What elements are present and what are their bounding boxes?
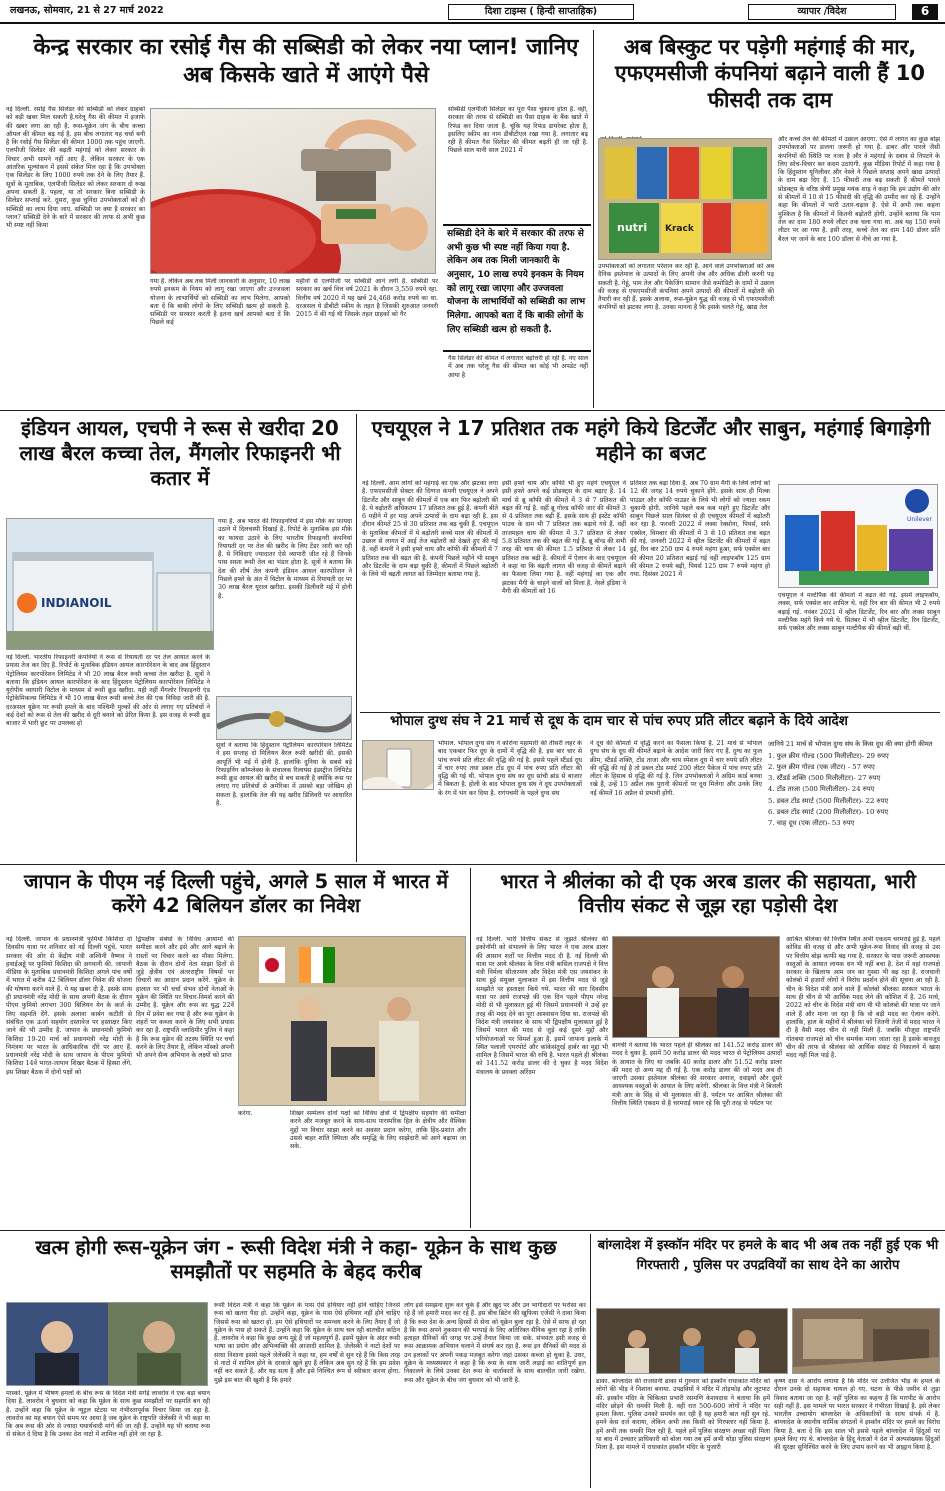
- s9-body-col2: कृष्ण दास ने आरोप लगाया है कि मंदिर पर उत्तेजित भीड़ के हमले के दौरान उनके दो सहायक घायल हो गए. घटना के पीछे जमीन से जुड़ा विवाद बताया जा रहा है. वहीं पुलिस का कहना है कि मारपीट के आरोप सही नहीं है. इस मामले पर भारत सरकार ने गंभीरता दिखाई है. इसे लेकर भारतीय उच्चायोग बांग्लादेश के अधिकारियों के साथ संपर्क में है. बांग्लादेश के स्थानीय धार्मिक संगठनों ने इस्कॉन मंदिर पर हमले का विरोध किया है. बता दें कि इस साल भी इससे पहले बांग्लादेश में हिंदुओं पर हमले किए गए थे. बांग्लादेश के हिंदू नेताओं ने देश में अल्पसंख्यक हिंदुओं की सुरक्षा सुनिश्चित करने के लिए उपाय करने का भी आह्वान किया है.: [774, 1378, 940, 1452]
- s9-body-col1: ढाका. बांग्लादेश की राजधानी ढाका में गुरुवार को इस्कॉन राधाकांत मंदिर को लोगों की भीड़ ने निशाना बनाया. उपद्रवियों ने मंदिर में तोड़फोड़ और लूटपाट की. इस्कॉन मंदिर के चिकित्सा प्रभारी रसमणि केशवदास ने बताया कि हमें मंदिर छोड़ने की धमकी मिली है. वहीं रात 500-600 लोगों ने मंदिर पर हमला किया. पुलिस उनको समर्थन कर रही है यह हमारी बात नहीं सुन रहे. हमने केस दर्ज कराया, लेकिन अभी तक किसी को गिरफ्तार नहीं किया है. हमें अभी तक धमकी मिल रही है. पहले हमें पुलिस संरक्षण अच्छा नहीं मिला था बाद में उच्चतर प्राधिकारी को बोला गया तब हमें अभी थोड़ा पुलिस संरक्षण मिला है. इस मामले में राधाकांत इस्कॉन मंदिर के पुजारी: [596, 1378, 770, 1452]
- s6-body-col1: नई दिल्ली. जापान के प्रधानमंत्री फुमियो किशिदा दो दिवसीय यात्रा पर शनिवार को नई दिल्ली पहुंचे. भारत सरकार की ओर से केंद्रीय मंत्री अश्विनी वैष्णव ने हवाईअड्डे पर फुमियो किशिदा की अगवानी की. जापानी मीडिया के मुताबिक प्रधानमंत्री किशिदा अगले पांच वर्षों में भारत में करीब 42 बिलियन डॉलर निवेश की योजना की घोषणा करने वाले हैं. ये यह खबर दी है. इसके साथ ही प्रधानमंत्री नरेंद्र मोदी के साथ अपनी बैठक के दौरान पीएम फुमियो लगभग 300 बिलियन येन के कर्ज के लिए सहमति देंगे. इसके अलावा कार्बन कटौती से संबंधित एक ऊर्जा सहयोग दस्तावेज पर हस्ताक्षर किए जाने की भी उम्मीद है. जापान के प्रधानमंत्री फुमियो किशिदा 19-20 मार्च को प्रधानमंत्री नरेंद्र मोदी के निमंत्रण पर भारत के आधिकारिक दौरे पर आए हैं. प्रधानमंत्री नरेंद्र मोदी के साथ जापान के पीएम फुमियो किशिदा 14वें भारत-जापान शिखर बैठक में हिस्सा लेंगे. इस शिखर बैठक में दोनों पक्षों को: [6, 936, 132, 1076]
- page-number: 6: [912, 4, 938, 20]
- s4-body-col3: प्रतिशत तक बढ़ा दिया है. अब 70 ग्राम मैगी के लिये लोगों को 12 की जगह 14 रुपये चुकाने होंगे. इसके साथ ही मिल्क पाउडर और कॉफी पाउडर के लिये भी लोगों को ज्यादा रकम चुकानी होगी. जानिये पहले कब कब महंगे हुए डिटर्जेंट और साबुन पिछले साल सितंबर से ही एचयूएल कीमतों में बढ़ोतरी कर रहा है. फरवरी 2022 में लक्स रेक्सोना, पियर्स, सर्फ एक्सेल, विमबार की कीमतों में 3 से 10 प्रतिशत तक बढ़त की गई. जनवरी 2022 में व्हील डिटर्जेंट की कीमतों में बढ़त हुई, रिन बार 250 ग्राम 4 रुपये महंगा हुआ, सर्फ एक्सेल बार की कीमत 20 प्रतिशत बढ़ाई गई वहीं लाइफबॉय 125 ग्राम की कीमत 2 रुपये बढ़ी, पियर्स 125 ग्राम 7 रुपये महंगा हो गया. दिसंबर 2021 में: [630, 480, 770, 579]
- s7-photo-meeting: [612, 936, 780, 1038]
- s8-headline: खत्म होगी रूस-यूक्रेन जंग - रूसी विदेश मंत्री ने कहा- यूक्रेन के साथ कुछ समझौतों पर सहमति के बेहद करीब: [35, 1236, 557, 1284]
- s9-headline: बांग्लादेश में इस्कॉन मंदिर पर हमले के बाद भी अब तक नहीं हुई एक भी गिरफ्तारी , पुलिस पर उपद्रवियों का साथ देने का आरोप: [597, 1238, 939, 1273]
- leaders-illustration: [7, 1303, 208, 1386]
- s1-body-col4: सब्सिडी एलपीजी सिलेंडर का पूरा पैसा चुकाना होता है. वहीं, सरकार की तरफ से सब्सिडी का पैसा ग्राहक के बैंक खाते में रिफंड कर दिया जाता है. चूंकि यह रिफंड डायरेक्ट होता है, इसलिए स्कीम का नाम डीबीटीएल रखा गया है. लगातार बढ़ रही है कीमत गैस सिलेंडर की कीमत बढ़ती ही जा रही है. पिछले साल यानी साल 2021 में: [448, 106, 588, 155]
- damaged-room-illustration: [793, 1309, 940, 1374]
- indianoil-tank-label: INDIANOIL: [41, 596, 112, 610]
- gas-cylinder-illustration: [151, 109, 436, 274]
- s7-body-col2: बागची ने बताया कि भारत पहले ही श्रीलंका को 141.52 करोड़ डालर की मदद दे चुका है. इसमें 50 करोड़ डालर की मदद भारत से पेट्रोलियम उत्पादों के आयात के लिए था जबकि 40 करोड़ डालर और 51.52 करोड़ डालर की मदद दो अन्य मद्द दी गई है. एक करोड़ डालर की जो मदद अब दी जाएगी उसका इस्तेमाल श्रीलंका की सरकार अनाज, दवाइयों और दूसरे आवश्यक वस्तुओं के आयात के लिए करेगी. श्रीलंका के वित्त मंत्री ने बिजली मंत्री आर के सिंह से भी मुलाकात की है. पर्यटन पर आश्रित श्रीलंका की वित्तीय स्थिति एकदम से है चरमराई ध्यान रहे कि पूरी तरह से पर्यटन पर: [612, 1042, 782, 1108]
- divider: [0, 410, 945, 411]
- price-item: 6. डबल टोंड स्मार्ट (200 मिलीलीटर)- 10 रुपए: [768, 807, 889, 816]
- s4-photo-detergents: [778, 484, 938, 588]
- s1-body-col2: गया है. लेकिन अब तक मिली जानकारी के अनुसार, 10 लाख रुपये इनकम के नियम को लागू रखा जाएगा और उज्जवला योजना के लाभार्थियों को सब्सिडी का लाभ मिलेगा. आपको बता दें कि बाकी लोगों के लिए सब्सिडी खत्म हो सकती है. सब्सिडी पर सरकार करती है इतना खर्च आपको बता दें कि पिछले कई: [150, 278, 290, 327]
- divider: [356, 414, 357, 862]
- divider: [0, 864, 945, 865]
- price-item: 3. स्टैंडर्ड शक्ति (500 मिलीलीटर)- 27 रुपए: [768, 774, 881, 783]
- s8-body-col1: मास्को. यूक्रेन में भीषण हमलों के बीच रूस के विदेश मंत्री सर्गेई लावरोव ने एक बड़ा बयान दिया है. लावरोव ने बुधवार को कहा कि यूक्रेन के साथ कुछ समझौतों पर सहमति बन रही है. उन्होंने कहा कि यूक्रेन के न्यूट्रल स्टेटस पर गंभीरतापूर्वक विचार किया जा रहा है. लावरोव का यह बयान ऐसे समय पर आया है जब यूक्रेन के राष्ट्रपति जेलेंस्की ने भी कहा था कि अब रूस की ओर से ज्यादा यथार्थवादी मांगें की जा रही हैं. उन्होंने यह भी बताया रूस से संकेत दे दिया है कि उनका देश नाटो में शामिल नहीं होने जा रहा है.: [6, 1390, 210, 1439]
- svg-text:Krack: Krack: [665, 224, 694, 234]
- s2-body-col-b: और कच्चे तेल की कीमतों में उछाल आएगा. ऐसे में लागत का कुछ बोझ उपभोक्ताओं पर डालना जरूरी हो गया है. डाबर और पारले जैसी कंपनियों की स्थिति पर नजर है और वे महंगाई के दबाव से निपटने के लिए सोच-विचार कर कदम उठाएंगी. कुछ मीडिया रिपोर्ट में कहा गया है कि हिंदुस्तान यूनिलीवर और नेस्ले ने पिछले सप्ताह अपने खाद्य उत्पादों के दाम बढ़ा दिए हैं. 15 फीसदी तक बढ़ सकती हैं कीमतें पारले प्रोडक्ट्स के वरिष्ठ श्रेणी प्रमुख मयंक शाह ने कहा कि हम उद्योग की ओर से कीमतों में 10 से 15 फीसदी की वृद्धि की उम्मीद कर रहे हैं. उन्होंने कहा कि कीमतों में भारी उतार-चढ़ाव है. ऐसे में अभी तक कहना मुश्किल है कि कीमतों में कितनी बढ़ोतरी होगी. उन्होंने बताया कि पाम तेल का दाम 180 रुपये लीटर तक चला गया था. अब यह 150 रुपये लीटर पर आ गया है. इसी तरह, कच्चे तेल का दाम 140 डॉलर प्रति बैरल पर जाने के बाद 100 डॉलर से नीचे आ गया है.: [778, 136, 940, 243]
- svg-text:nutri: nutri: [617, 221, 648, 234]
- newspaper-name: दिशा टाइम्स ( हिन्दी साप्ताहिक): [448, 4, 634, 20]
- s5-headline: भोपाल दुग्ध संघ ने 21 मार्च से दूध के दाम चार से पांच रुपए प्रति लीटर बढ़ाने के दिये आदेश: [360, 712, 940, 736]
- s3-headline: इंडियन आयल, एचपी ने रूस से खरीदा 20 लाख बैरल कच्चा तेल, मैंगलोर रिफाइनरी भी कतार में: [19, 416, 341, 490]
- temple-illustration: [597, 1309, 788, 1374]
- s2-headline: अब बिस्कुट पर पड़ेगी महंगाई की मार, एफएमसीजी कंपनियां बढ़ाने वाली हैं 10 फीसदी तक दाम: [614, 35, 926, 112]
- s8-body-col3: लोग इसे समझना शुरू कर चुके हैं और खुद पर और उन भागीदारों पर भरोसा कर रहे हैं जो हमारी मदद कर रहे हैं. इस बीच ब्रिटेन की खुफिया एजेंसी ने दावा किया है कि रूस देश के अन्य हिस्सों से सेना को यूक्रेन बुला रहा है. ऐसे में साफ हो रहा है कि रूस अपने नुकसान की भरपाई के लिए अतिरिक्त सैनिक बुला रहा है ताकि हताहत सैनिकों की जगह पर उन्हें तैनात किया जा सके. संभवतः इसी वजह से रूस आक्रामक अभियान चलाने में संघर्ष कर रहा है. रूस इन सैनिकों की मदद से उन इलाकों पर अपनी पकड़ मजबूत करेगा जहां उसका कब्जा हो चुका है. उधर, यूक्रेन के मध्यस्थकार ने कहा है कि रूस के साथ जारी लड़ाई का शांतिपूर्ण हल निकालने के लिये उनका देश रूस के वार्ताकारों के साथ बातचीत जारी रखेगा. रूस और यूक्रेन के बीच जंग बुधवार को भी जारी है.: [404, 1302, 586, 1384]
- unilever-logo-text: Unilever: [907, 516, 932, 523]
- s5-body-col2: ने दूध की कीमतों में वृद्धि करने का फैसला किया है. 21 मार्च से भोपाल दुग्ध संघ के दूध की कीमतें बढ़ाने के आदेश जारी किए गए हैं. दुग्ध का फुल क्रीम, स्टैंडर्ड शक्ति, टोंड ताजा और चाय स्पेशल दूध में चार रुपये प्रति लीटर की वृद्धि की गई है तो डबल टोंड स्मार्ट 200 लीटर पैकेज में पांच रुपए प्रति लीटर के हिसाब से वृद्धि की गई है. जिन उपभोक्ताओं ने अग्रिम कार्ड बनवा रखे हैं, उन्हें 15 अप्रैल तक पुरानी कीमतों पर दूध मिलेगा और उनके लिए नई कीमतें 16 अप्रैल से प्रभावी होंगी.: [590, 740, 762, 797]
- s3-body-side: गया है. अब भारत की रिफाइनरियों में इस मौके का फायदा उठाने में दिलचस्पी दिखाई है. रिपोर्ट के मुताबिक इस मौके का फायदा उठाने के लिए भारतीय रिफाइनरी कंपनियां रियायती दर पर तेल की खरीद के लिए टेंडर जारी कर रही हैं. ये निविदाएं ज्यादातर ऐसे व्यापारी जीत रहे हैं जिनके पास सस्ता रूसी तेल का भंडार होता है. सूत्रों ने बताया कि देश की शीर्ष तेल कंपनी इंडियन आयल कारपोरेशन ने पिछले हफ्ते के अंत में विटोल के माध्यम से रियायती दर पर 30 लाख बैरल यूराल खरीदा. इसकी डिलीवरी मई में होनी है.: [218, 518, 352, 600]
- s5-body-col1: भोपाल. भोपाल दुग्ध संघ ने कोरोना महामारी की तीसरी लहर के बाद एकबार फिर दूध के दामों में वृद्धि की है. इस बार चार से पांच रुपये प्रति लीटर की वृद्धि की गई है. इससे पहले स्टैंडर्ड दूध में चार रुपए तथा डबल टोंड दूध में पांच रुपए प्रति लीटर की वृद्धि की गई थी. भोपाल दुग्ध संघ का दूध सांची ब्रांड से बाजार में बिकता है. होली के बाद भोपाल दुग्ध संघ ने दूध उपभोक्ताओं के रंग में भंग कर दिया है. रागंपचमी के पहले दुग्ध संघ: [438, 740, 582, 797]
- s6-headline: जापान के पीएम नई दिल्ली पहुंचे, अगले 5 साल में भारत में करेंगे 42 बिलियन डॉलर का निवेश: [23, 870, 449, 918]
- s1-headline: केन्द्र सरकार का रसोई गैस की सब्सिडी को लेकर नया प्लान! जानिए अब किसके खाते में आएंगे पैसे: [33, 35, 579, 88]
- s4-body-col2: इसी हफ्ते चाय और कॉफी भी हुए महंगे एचयूएल ने इसी हफ्ते अपने कई प्रोडक्ट्स के दाम बढ़ाए हैं. 14 मार्च से ब्रू कॉफी की कीमतें में 3 से 7 प्रतिशत की बढ़त की गई है. वहीं ब्रू गोल्ड कॉफी जार की कीमतें 3 से 4 प्रतिशत तक बढ़ी हैं. इसके साथ ही इंस्टेंट कॉफी पाउच के दाम भी 7 प्रतिशत तक बढ़ाये गये हैं. वहीं ताजमहल चाय की कीमत में 3.7 प्रतिशत से लेकर 5.8 प्रतिशत तक की बढ़त की गई है. ब्रू बॉन्ड की सभी तरह की चाय की कीमत 1.5 प्रतिशत से लेकर 14 प्रतिशत तक बढ़ी है. कीमतों में ऐलान के बाद एचयूएल ने कहा था कि बढ़ती लागत की वजह से कीमतें बढ़ाने का फैसला लिया गया है. वहीं महंगाई का एक और झटका मैगी के चाहने वालों को मिला है. नेस्ले इंडिया ने मैगी की कीमतों को 16: [502, 480, 626, 595]
- divider: [0, 1230, 945, 1231]
- s5-price-intro: जानिये 21 मार्च से भोपाल दुग्ध संघ के किस दूध की क्या होगी कीमत: [768, 740, 933, 748]
- s2-body-col-a: उपभोक्ताओं को लगातार परेशान कर रही है. आने वाले उपभोक्ताओं को अब दैनिक इस्तेमाल के उत्पादों के लिए अपनी जेब और अधिक ढीली करनी पड़ सकती है. गेहूं, पाम तेल और पैकेजिंग सामान जैसे कमोडिटी के दामों में उछाल की वजह से एफएमसीजी कंपनियां अपने उत्पादों की कीमतों में बढ़ोतरी की तैयारी कर रही हैं. इसके अलावा, रूस-यूक्रेन युद्ध की वजह से भी एफएमसीजी कंपनियों को झटका लगा है. उनका मानना है कि इसके चलते गेहूं, खाद्य तेल: [598, 263, 774, 312]
- s5-price-list: [768, 740, 940, 860]
- divider: [590, 1234, 591, 1488]
- pm-meeting-illustration: [239, 937, 466, 1106]
- s6-photo-pm-meeting: [238, 936, 466, 1106]
- price-item: 5. डबल टोंड स्मार्ट (500 मिलीलीटर)- 22 रुपए: [768, 796, 889, 805]
- s1-callout: सब्सिडी देने के बारे में सरकार की तरफ से अभी कुछ भी स्पष्ट नहीं किया गया है. लेकिन अब तक मिली जानकारी के अनुसार, 10 लाख रुपये इनकम के नियम को लागू रखा जाएगा और उज्जवला योजना के लाभार्थियों को सब्सिडी का लाभ मिलेगा. आपको बता दें कि बाकी लोगों के लिए सब्सिडी खत्म हो सकती है.: [443, 224, 591, 352]
- s7-body-col1: नई दिल्ली. भारी वित्तीय संकट से जूझते श्रीलंका की इकोनॉमी को संभालने के लिए भारत ने एक अरब डालर की आसान शर्तों पर वित्तीय मदद दी है. नई दिल्ली की यात्रा पर आये श्रीलंका के वित्त मंत्री बासिल राजपक्षे ने वित्त मंत्री निर्मला सीतारमण और विदेश मंत्री एस जयशंकर के साथ हुई संयुक्त मुलाकात में इस वित्तीय मदद से जुड़े समझौते पर हस्ताक्षर किये गये. भारत की चार दिवसीय यात्रा पर आये राजपक्षे की एक दिन पहले पीएम नरेन्द्र मोदी से भी मुलाकात हुई थी जिसमें प्रधानमंत्री ने उन्हें हर तरह की मदद देने का पूरा आश्वासन दिया था. राजपक्षे की विदेश मंत्री जयशंकर के साथ भी द्विपक्षीय मुलाकात हुई है जिसमें भारत की मदद से जुड़े कई दूसरे मुद्दों और परियोजनाओं पर विमर्श हुआ है. इसमें जाफना इलाके में स्थित पलाली एयरपोर्ट और कांकेसंतुरई हार्बर का मुद्दा भी शामिल है जिसमें भारत की रुचि है. भारत पहले ही श्रीलंका को 141.52 करोड़ डालर की दे चुका है मदद विदेश मंत्रालय के प्रवक्ता अरिंदम: [476, 936, 608, 1076]
- s5-photo-milk: [362, 740, 434, 790]
- s1-photo-gas-cylinder: [150, 108, 436, 274]
- srilanka-meeting-illustration: [613, 937, 780, 1038]
- s3-photo-oil-tanks: [6, 518, 214, 650]
- milk-glass-illustration: [363, 741, 434, 790]
- page-header: [0, 0, 945, 24]
- biscuit-packs-illustration: [599, 139, 772, 260]
- s7-body-col3: आश्रित श्रीलंका की वित्तीय स्थित अभी एकदम चरमराई हुई है. पहले कोविड की वजह से और अभी यूक्रेन-रूस विवाद की वजह से उस पर वित्तीय बोझ काफी बढ़ गया है. सरकार के पास जरूरी आवश्यक वस्तुओं के आयात लायक धन भी नहीं बचा है. देश में वहां राजपक्षे सरकार के खिलाफ आम जन का गुस्सा भी बढ़ रहा है. राजधानी कोलंबो में हजारों लोगों ने विरोध प्रदर्शन होने की सूचना आ रही है. चीन के विदेश मंत्री आने वाले हैं कोलंबो श्रीलंका सरकार भारत के साथ ही चीन से भी आर्थिक मदद लेने की कोशिश में है. 26 मार्च, 2022 को चीन के विदेश मंत्री वांग यी भी कोलंबो की यात्रा पर जाने वाले हैं और माना जा रहा है कि वो बड़ी मदद का ऐलान करेंगे. हालांकि, हाल के महीनों में श्रीलंका को जितनी तेजी से मदद भारत ने दी है वैसी मदद चीन से नहीं मिली है. जबकि मौजूदा राष्ट्रपति गोतबया राजपक्षे को चीन समर्थक माना जाता रहा है इसके बावजूद चीन की तरफ से श्रीलंका को आर्थिक संकट से निकालने में खास मदद नहीं मिल पाई है.: [786, 936, 940, 1060]
- s9-photo-damage: [792, 1308, 940, 1374]
- s2-photo-biscuits: [598, 138, 772, 260]
- issue-date: लखनऊ, सोमवार, 21 से 27 मार्च 2022: [10, 5, 164, 16]
- divider: [593, 30, 594, 408]
- s9-photo-temple: [596, 1308, 788, 1374]
- s1-body-col4b: गैस सिलेंडर की कीमत में लगातार बढ़ोत्तरी हो रही है. नए साल में अब तक घरेलू गैस की कीमत का कोई भी अपडेट नहीं आया है: [448, 355, 588, 379]
- s6-body-col2: द्विपक्षीय संबंधों के विविध आयामों की समीक्षा करने और इसे और आगे बढ़ाने के रास्तों पर विचार करने का मौका मिलेगा. बैठक के दौरान दोनों नेता साझा हितों से जुड़े क्षेत्रीय एवं अंतरराष्ट्रीय विषयों पर विचारों का आदान प्रदान करेंगे. यूक्रेन के हालात पर भी चर्चा संभव दोनों नेताओं के यूक्रेन की स्थिति पर विचार-विमर्श करने की उम्मीद है. यूक्रेन और रूस का युद्ध 22वें दिन में प्रवेश कर गया है और रूस यूक्रेन के शहरों पर कब्जा करने के लिए सभी प्रयास कर रहा है. राष्ट्रपति व्लादिमीर पुतिन ने कहा है कि रूस यूक्रेन की तटस्थ स्थिति पर चर्चा करने के लिए तैयार है, लेकिन मॉस्को अपनी भी अपने सैन्य अभियान के लक्ष्यों को प्राप्त: [136, 936, 234, 1060]
- s4-body-col4: एचयूएल ने मल्टीपैक की कीमतों में बढ़त की गई. इसमें लाइफबॉय, लक्स, सर्फ एक्सेल बार शामिल थे. वहीं रिन बार की कीमत भी 2 रुपये बढ़ाई गई. नवंबर 2021 में व्हील डिटर्जेंट, रिन बार और लक्स साबुन मल्टीपैक महंगे किये गये थे. सितंबर में भी व्हील डिटर्जेंट, रिन डिटर्जेंट, सर्फ एक्सेल और लक्स साबुन मल्टीपैक की कीमतें बढ़ी थीं.: [778, 592, 940, 633]
- divider: [470, 868, 471, 1228]
- s1-body-col1: नई दिल्ली. रसोई गैस सिलेंडर की सब्सिडी को लेकर ग्राहकों को बड़ी खबर मिल सकती है.घरेलू गैस की कीमत में इजाफे की खबर लगा आ रही है. रूस-यूक्रेन जंग के बीच कच्चा ऑयल की कीमत बढ़ गई है. इस बीच लगातार यह चर्चा बनी है कि रसोई गैस सिलेंडर की कीमत 1000 तक पहुंच जाएगी. एलपीजी सिलेंडर की बढ़ती महंगाई को लेकर सरकार के विचार अभी सामने नहीं आए हैं. लेकिन सरकार के एक आंतरिक मूल्यांकन में इससे संकेत मिल रहा है कि उपभोक्ता एक सिलेंडर के लिए 1000 रुपये तक देने के लिए तैयार हैं. सूत्रों के मुताबिक, एलपीजी सिलेंडर को लेकर सरकार दो रूख अपना सकती है. पहला, या तो सरकार बिना सब्सिडी के सिलेंडर सप्लाई करे. दूसरा, कुछ चुनिंदा उपभोक्ताओं को ही सब्सिडी का लाभ दिया जाए. सब्सिडी पर क्या है सरकार का प्लान? सब्सिडी देने के बारे में सरकार की तरफ से अभी कुछ भी स्पष्ट नहीं किया: [6, 106, 145, 230]
- s8-photo-leaders: [6, 1302, 208, 1386]
- section-name: व्यापार /विदेश: [748, 4, 896, 20]
- s3-body-col1: नई दिल्ली. भारतीय रिफाइनरी कंपनियों ने रूस से रियायती दर पर तेल आयात करने के प्रयास तेज कर दिए हैं. रिपोर्ट के मुताबिक इंडियन आयल कारपोरेशन के बाद अब हिंदुस्तान पेट्रोलियम कारपोरेशन लिमिटेड ने भी 20 लाख बैरल रूसी कच्चा तेल खरीदा है. सूत्रों ने बताया कि इंडियन आयल कारपोरेशन के बाद हिंदुस्तान पेट्रोलियम कारपोरेशन लिमिटेड ने यूरोपीय व्यापारी विटोल के माध्यम से रूसी क्रूड खरीदा. यही नहीं मैंगलोर रिफाइनरी एंड पेट्रोकेमिकल्स लिमिटेड ने भी 10 लाख बैरल रूसी कच्चे तेल की एक निविदा जारी की है. दरअसल यूक्रेन पर रूसी हमले के बाद पश्चिमी मुल्कों की ओर से लगाए गए प्रतिबंधों ने कई देशों को रूस से तेल की खरीद से दूरी बनाने को प्रेरित किया है. इस वजह से रूसी क्रूड बाजार में भारी छूट पर उपलब्ध हो: [6, 654, 210, 728]
- detergent-packs-illustration: [779, 485, 938, 588]
- s4-headline: एचयूएल ने 17 प्रतिशत तक महंगे किये डिटर्जेंट और साबुन, महंगाई बिगाड़ेगी महीने का बजट: [371, 416, 931, 465]
- s8-body-col2: रूसी विदेश मंत्री ने कहा कि यूक्रेन के पास ऐसे हथियार नहीं होने चाहिए जिनसे रूस को खतरा पैदा हो. उन्होंने कहा, यूक्रेन के पास ऐसे हथियार नहीं होने चाहिए जिससे रूस को खतरा हो. हम ऐसे हथियारों पर समन्वय करने के लिए तैयार हैं जो यूक्रेन के पास हो सकते हैं. उन्होंने कहा कि यूक्रेन के साथ चल रही बातचीत कठिन है. लावरोव ने कहा कि कुछ अन्य मुद्दे हैं जो महत्वपूर्ण हैं. इसमें यूक्रेन के अंदर रूसी भाषा का प्रयोग और अभिव्यक्ति की आजादी शामिल है. जेलेंस्की ने नाटो देशों पर साधा निशाना इससे पहले जेलेंस्की ने कहा था, हम वर्षों से सुन रहे हैं कि किस तरह से नाटो में शामिल होने के दरवाजे खुले हुए हैं लेकिन अब सुन रहे हैं कि हम प्रवेश नहीं कर सकते हैं. और यह सत्य है और इसे निश्चित रूप से स्वीकार करना होगा. मुझे इस बात की खुशी है कि हमारे: [214, 1302, 400, 1384]
- oil-tank-illustration: [7, 519, 214, 650]
- price-item: 4. टोंड ताजा (500 मिलीलीटर)- 24 रुपए: [768, 785, 875, 794]
- s3-body-col2: सूत्रों ने बताया कि हिंदुस्तान पेट्रोलियम कारपोरेशन लिमिटेड ने इस सप्ताह दो मिलियन बैरल रूसी खरीदी की. इसकी आपूर्ति भी मई में होनी है. हालांकि दुनिया के सबसे बड़े रिफाइनिंग कॉम्प्लेक्स के संचालक रिलायंस इंडस्ट्रीज लिमिटेड रूसी क्रूड आयल की खरीद से बच सकती है क्योंकि रूस पर लगाए गए प्रतिबंधों से अमेरिका में उसको बड़ा जोखिम हो सकता है. हालांकि तेल की यह खरीद डिलिवरी पर आधारित है.: [216, 742, 352, 808]
- oil-pipeline-illustration: [217, 697, 352, 740]
- s7-headline: भारत ने श्रीलंका को दी एक अरब डालर की सहायता, भारी वित्तीय संकट से जूझ रहा पड़ोसी देश: [500, 870, 916, 918]
- price-item: 1. फुल क्रीम गोल्ड (500 मिलीलीटर)- 29 रुपए: [768, 751, 889, 760]
- s6-body-col4: शिखर सम्मेलन दोनों पक्षों को विविध क्षेत्रों में द्विपक्षीय सहयोग की समीक्षा करने और मजबूत करने के साथ-साथ पारस्परिक हित के क्षेत्रीय और वैश्विक मुद्दों पर विचार साझा करने का अवसर प्रदान करेगा, ताकि हिंद-प्रशांत और उससे बाहर शांति स्थिरता और समृद्धि के लिए साझेदारी को आगे बढ़ाया जा सके.: [290, 1110, 466, 1151]
- s6-body-col3: करेगा.: [238, 1110, 253, 1117]
- price-item: 2. फुल क्रीम गोल्ड (एक लीटर) - 57 रुपए: [768, 762, 875, 771]
- s3-photo-pipeline: [216, 696, 352, 740]
- price-item: 7. चाह दूध (एक लीटर)- 53 रुपए: [768, 818, 855, 827]
- s4-body-col1: नई दिल्ली. आम लोगों को महंगाई का एक और झटका लगा है. एफएमसीजी सेक्टर की दिग्गज कंपनी एचयूएल ने अपने डिटर्जेंट और साबुन की कीमतों में एक बार फिर बढ़ोतरी की है. ये बढ़ोतरी अधिकतम 17 प्रतिशत तक हुई है. कंपनी बीते 6 महीने में हर माह अपने उत्पादों के दाम बढ़ा रही है. इस दौरान कीमतें 25 से 30 प्रतिशत तक बढ़ चुकी हैं. एचयूएल के मुताबिक कीमतों में ये बढ़ोतरी कच्चे माल की कीमतों में उछाल से लागत में आई तेज बढ़ोतरी को देखते हुए की गई है. वहीं कंपनी ने इसी हफ्ते चाय और कॉफी की कीमतों में 7 प्रतिशत तक की बढ़त की है. कंपनी पिछले महीने भी साबुन और डिटर्जेंट के दाम बढ़ा चुकी है, कीमतों में पिछले बढ़ोतरी के लिये भी बढ़ती लागत को जिम्मेदार बताया गया है.: [362, 480, 498, 579]
- s1-body-col3: महीनों से एलपीजी पर सब्सिडी आने लगी है. सब्सिडी पर सरकार का खर्च वित्त वर्ष 2021 के दौरान 3,559 रुपये रहा. वित्तीय वर्ष 2020 में यह खर्च 24,468 करोड़ रुपये का था. दरअसल ये डीबीटी स्कीम के तहत है जिसकी शुरुआत जनवरी 2015 में की गई थी जिसके तहत ग्राहकों को गैर: [296, 278, 438, 319]
